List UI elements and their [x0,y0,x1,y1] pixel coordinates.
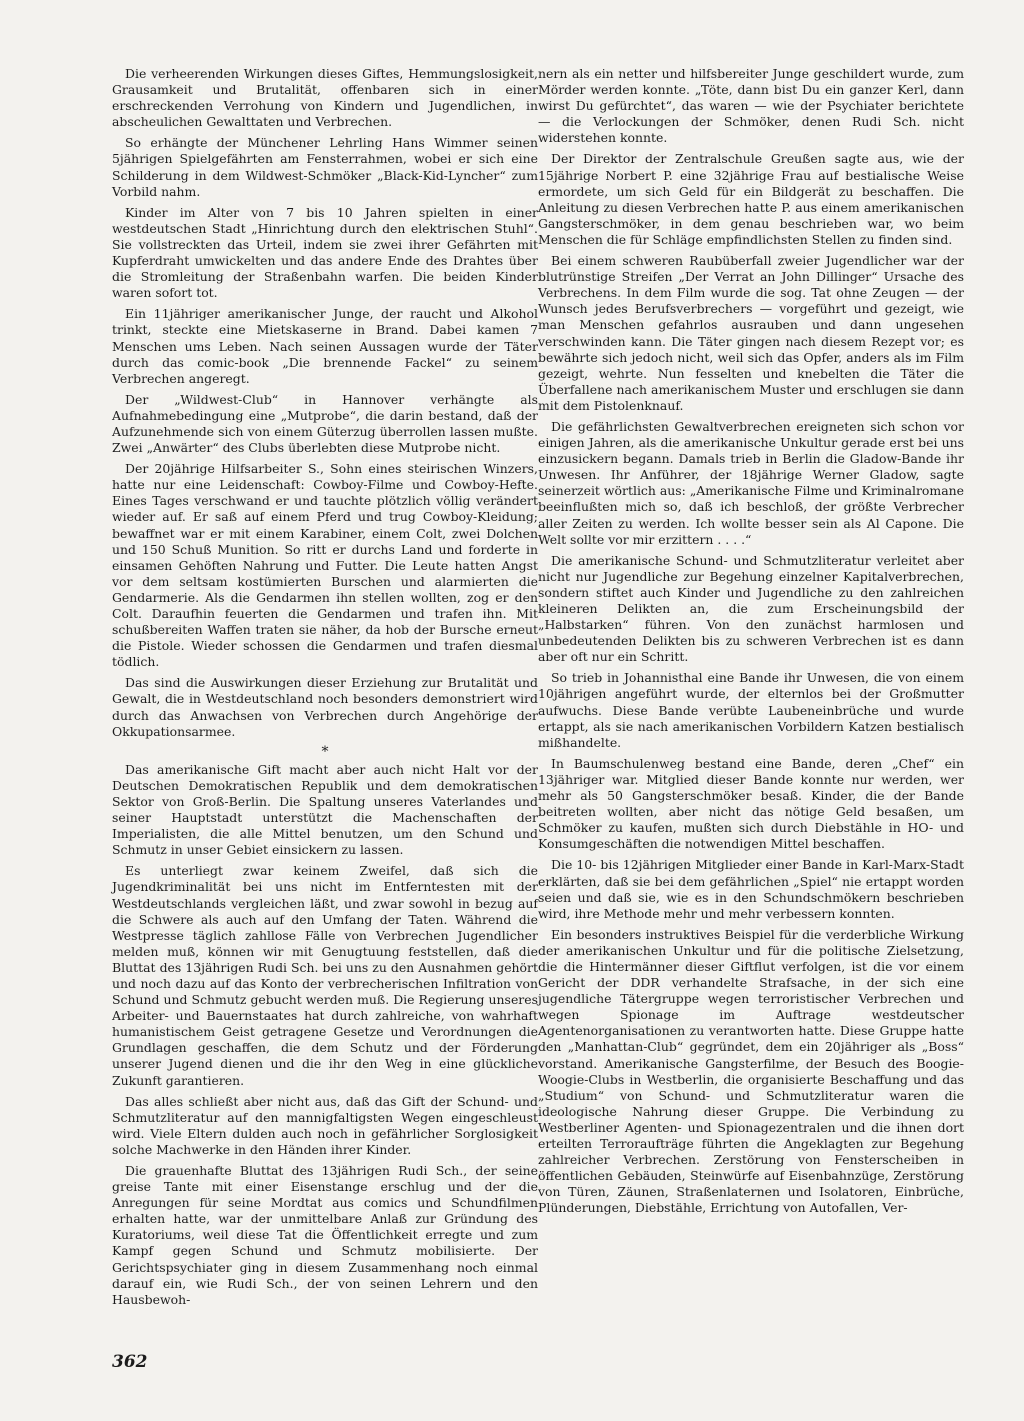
paragraph-continuation: nern als ein netter und hilfsbereiter Junge geschildert wurde, zum Mörder werden konnte. „Töte, dann bist Du ein ganzer Kerl, dann wirst Du gefürchtet“, das waren — wie der Psychiater berichtete — die Verlockungen der Schmöker, denen Rudi Sch. nicht widerstehen konnte. [538,66,964,146]
paragraph: Der 20jährige Hilfsarbeiter S., Sohn eines steirischen Winzers, hatte nur eine Leidenschaft: Cowboy-Filme und Cowboy-Hefte. Eines Tages verschwand er und tauchte plötzlich völlig verändert wieder auf. Er saß auf einem Pferd und trug Cowboy-Kleidung; bewaffnet war er mit einem Karabiner, einem Colt, zwei Dolchen und 150 Schuß Munition. So ritt er durchs Land und forderte in einsamen Gehöften Nahrung und Futter. Die Leute hatten Angst vor dem seltsam kostümierten Burschen und alarmierten die Gendarmerie. Als die Gendarmen ihn stellen wollten, zog er den Colt. Daraufhin feuerten die Gendarmen und trafen ihn. Mit schußbereiten Waffen traten sie näher, da hob der Bursche erneut die Pistole. Wieder schossen die Gendarmen und trafen diesmal tödlich. [112,461,538,670]
paragraph: So trieb in Johannisthal eine Bande ihr Unwesen, die von einem 10jährigen angeführt wurde, der elternlos bei der Großmutter aufwuchs. Diese Bande verübte Laubeneinbrüche und wurde ertappt, als sie nach amerikanischen Vorbildern Katzen bestialisch mißhandelte. [538,670,964,750]
paragraph: So erhängte der Münchener Lehrling Hans Wimmer seinen 5jährigen Spielgefährten am Fensterrahmen, wobei er sich eine Schilderung in dem Wildwest-Schmöker „Black-Kid-Lyncher“ zum Vorbild nahm. [112,135,538,199]
paragraph: Die verheerenden Wirkungen dieses Giftes, Hemmungslosigkeit, Grausamkeit und Brutalität, offenbaren sich in einer erschreckenden Verrohung von Kindern und Jugendlichen, in abscheulichen Gewalttaten und Verbrechen. [112,66,538,130]
paragraph: Das amerikanische Gift macht aber auch nicht Halt vor der Deutschen Demokratischen Republik und dem demokratischen Sektor von Groß-Berlin. Die Spaltung unseres Vaterlandes und seiner Hauptstadt unterstützt die Machenschaften der Imperialisten, die alle Mittel benutzen, um den Schund und Schmutz in unser Gebiet einsickern zu lassen. [112,761,538,858]
paragraph: Die grauenhafte Bluttat des 13jährigen Rudi Sch., der seine greise Tante mit einer Eisenstange erschlug und der die Anregungen für seine Mordtat aus comics und Schundfilmen erhalten hatte, war der unmittelbare Anlaß zur Gründung des Kuratoriums, weil diese Tat die Öffentlichkeit erregte und zum Kampf gegen Schund und Schmutz mobilisierte. Der Gerichtspsychiater ging in diesem Zusammenhang noch einmal darauf ein, wie Rudi Sch., der von seinen Lehrern und den Hausbewoh- [112,1163,538,1307]
paragraph: Der „Wildwest-Club“ in Hannover verhängte als Aufnahmebedingung eine „Mutprobe“, die darin bestand, daß der Aufzunehmende sich von einem Güterzug überrollen lassen mußte. Zwei „Anwärter“ des Clubs überlebten diese Mutprobe nicht. [112,391,538,456]
paragraph: In Baumschulenweg bestand eine Bande, deren „Chef“ ein 13jähriger war. Mitglied dieser Bande konnte nur werden, wer mehr als 50 Gangsterschmöker besaß. Kinder, die der Bande beitreten wollten, aber nicht das nötige Geld besaßen, um Schmöker zu kaufen, mußten sich durch Diebstähle in HO- und Konsumgeschäften die notwendigen Mittel beschaffen. [538,755,964,852]
paragraph: Es unterliegt zwar keinem Zweifel, daß sich die Jugendkriminalität bei uns nicht im Entferntesten mit der Westdeutschlands vergleichen läßt, und zwar sowohl in bezug auf die Schwere als auch auf den Umfang der Taten. Während die Westpresse täglich zahllose Fälle von Verbrechen Jugendlicher melden muß, können wir mit Genugtuung feststellen, daß die Bluttat des 13jährigen Rudi Sch. bei uns zu den Ausnahmen gehört und noch dazu auf das Konto der verbrecherischen Infiltration von Schund und Schmutz gebucht werden muß. Die Regierung unseres Arbeiter- und Bauernstaates hat durch zahlreiche, von wahrhaft humanistischem Geist getragene Gesetze und Verordnungen die Grundlagen geschaffen, die dem Schutz und der Förderung unserer Jugend dienen und die ihr den Weg in eine glückliche Zukunft garantieren. [112,863,538,1088]
page-number: 362 [112,1352,148,1372]
right-column [538,66,964,1221]
paragraph: Kinder im Alter von 7 bis 10 Jahren spielten in einer westdeutschen Stadt „Hinrichtung durch den elektrischen Stuhl“. Sie vollstreckten das Urteil, indem sie zwei ihrer Gefährten mit Kupferdraht umwickelten und das andere Ende des Drahtes über die Stromleitung der Straßenbahn warfen. Die beiden Kinder waren sofort tot. [112,204,538,301]
paragraph: Die gefährlichsten Gewaltverbrechen ereigneten sich schon vor einigen Jahren, als die amerikanische Unkultur gerade erst bei uns einzusickern begann. Damals trieb in Berlin die Gladow-Bande ihr Unwesen. Ihr Anführer, der 18jährige Werner Gladow, sagte seinerzeit wörtlich aus: „Amerikanische Filme und Kriminalromane beeinflußten mich so, daß ich beschloß, der größte Verbrecher aller Zeiten zu werden. Ich wollte besser sein als Al Capone. Die Welt sollte vor mir erzittern . . . .“ [538,418,964,547]
paragraph: Die 10- bis 12jährigen Mitglieder einer Bande in Karl-Marx-Stadt erklärten, daß sie bei dem gefährlichen „Spiel“ nie ertappt worden seien und daß sie, wie es in den Schundschmökern beschrieben wird, ihre Methode mehr und mehr verbessern konnten. [538,857,964,921]
paragraph: Ein besonders instruktives Beispiel für die verderbliche Wirkung der amerikanischen Unkultur und für die politische Zielsetzung, die die Hintermänner dieser Giftflut verfolgen, ist die vor einem Gericht der DDR verhandelte Strafsache, in der sich eine jugendliche Tätergruppe wegen terroristischer Verbrechen und wegen Spionage im Auftrage westdeutscher Agentenorganisationen zu verantworten hatte. Diese Gruppe hatte den „Manhattan-Club“ gegründet, dem ein 20jähriger als „Boss“ vorstand. Amerikanische Gangsterfilme, der Besuch des Boogie-Woogie-Clubs in Westberlin, die organisierte Beschaffung und das „Studium“ von Schund- und Schmutzliteratur waren die ideologische Nahrung dieser Gruppe. Die Verbindung zu Westberliner Agenten- und Spionagezentralen und die ihnen dort erteilten Terroraufträge führten die Angeklagten zur Begehung zahlreicher Verbrechen. Zerstörung von Fensterscheiben in öffentlichen Gebäuden, Steinwürfe auf Eisenbahnzüge, Zerstörung von Türen, Zäunen, Straßenlaternen und Isolatoren, Einbrüche, Plünderungen, Diebstähle, Errichtung von Autofallen, Ver- [538,926,964,1216]
left-column [112,66,538,1313]
paragraph: Ein 11jähriger amerikanischer Junge, der raucht und Alkohol trinkt, steckte eine Mietskaserne in Brand. Dabei kamen 7 Menschen ums Leben. Nach seinen Aussagen wurde der Täter durch das comic-book „Die brennende Fackel“ zu seinem Verbrechen angeregt. [112,306,538,386]
paragraph: Bei einem schweren Raubüberfall zweier Jugendlicher war der blutrünstige Streifen „Der Verrat an John Dillinger“ Ursache des Verbrechens. In dem Film wurde die sog. Tat ohne Zeugen — der Wunsch jedes Berufsverbrechers — vorgeführt und gezeigt, wie man Menschen gefahrlos ausrauben und dann ungesehen verschwinden kann. Die Täter gingen nach diesem Rezept vor; es bewährte sich jedoch nicht, weil sich das Opfer, anders als im Film gezeigt, wehrte. Nun fesselten und knebelten die Täter die Überfallene nach amerikanischem Muster und erschlugen sie dann mit dem Pistolenknauf. [538,253,964,413]
paragraph: Das alles schließt aber nicht aus, daß das Gift der Schund- und Schmutzliteratur auf den mannigfaltigsten Wegen eingeschleust wird. Viele Eltern dulden auch noch in gefährlicher Sorglosigkeit solche Machwerke in den Händen ihrer Kinder. [112,1093,538,1157]
paragraph: Der Direktor der Zentralschule Greußen sagte aus, wie der 15jährige Norbert P. eine 32jährige Frau auf bestialische Weise ermordete, um sich Geld für ein Bildgerät zu beschaffen. Die Anleitung zu diesen Verbrechen hatte P. aus einem amerikanischen Gangsterschmöker, in dem genau beschrieben war, wo beim Menschen die für Schläge empfindlichsten Stellen zu finden sind. [538,151,964,247]
paragraph: Das sind die Auswirkungen dieser Erziehung zur Brutalität und Gewalt, die in Westdeutschland noch besonders demonstriert wird durch das Anwachsen von Verbrechen durch Angehörige der Okkupationsarmee. [112,675,538,739]
paragraph: Die amerikanische Schund- und Schmutzliteratur verleitet aber nicht nur Jugendliche zur Begehung einzelner Kapitalverbrechen, sondern stiftet auch Kinder und Jugendliche zu den zahlreichen kleineren Delikten an, die zum Erscheinungsbild der „Halbstarken“ führen. Von den zunächst harmlosen und unbedeutenden Delikten bis zu schweren Verbrechen ist es dann aber oft nur ein Schritt. [538,552,964,665]
section-divider-asterisk: * [321,743,329,760]
